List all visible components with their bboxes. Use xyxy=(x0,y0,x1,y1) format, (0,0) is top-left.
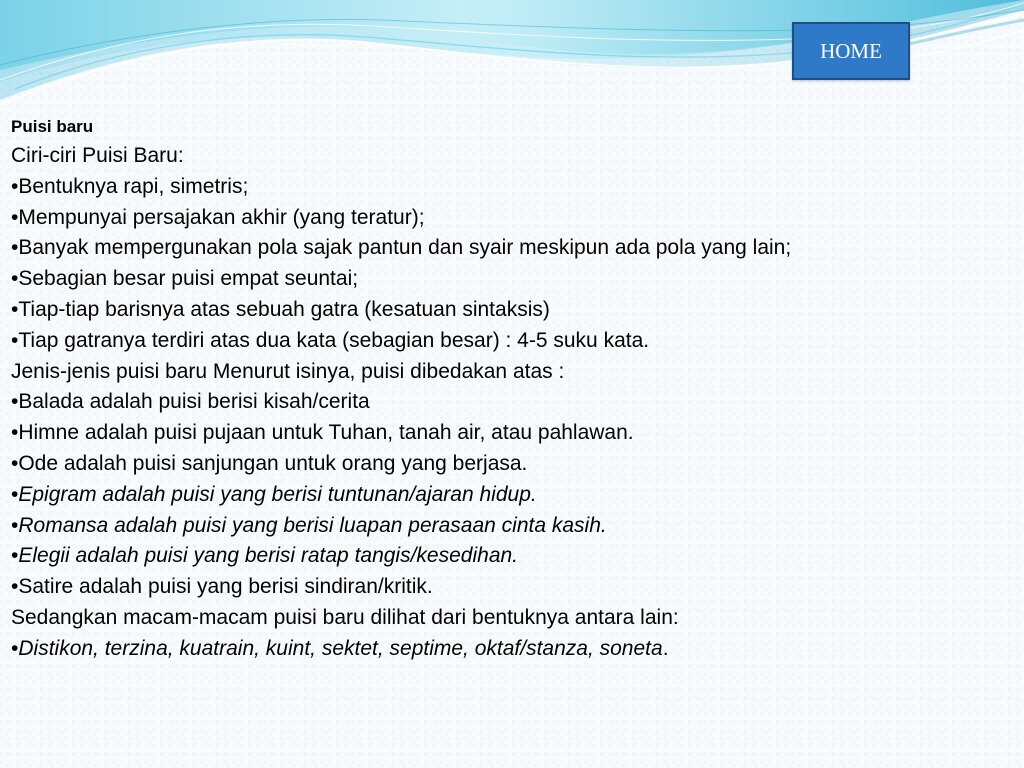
list-item: •Bentuknya rapi, simetris; xyxy=(11,174,249,198)
bullet: • xyxy=(11,544,19,568)
bullet: • xyxy=(11,513,19,537)
list-item xyxy=(11,511,1011,542)
text-line-forms-heading: Sedangkan macam-macam puisi baru dilihat dari bentuknya antara lain: xyxy=(11,605,679,629)
home-button-label: HOME xyxy=(820,38,882,63)
list-item: •Balada adalah puisi berisi kisah/cerita xyxy=(11,390,370,414)
list-item: •Mempunyai persajakan akhir (yang teratur); xyxy=(11,205,425,229)
list-item: •Sebagian besar puisi empat seuntai; xyxy=(11,267,359,291)
italic-list-text: Distikon, terzina, kuatrain, kuint, sektet, septime, oktaf/stanza, soneta xyxy=(18,636,663,660)
list-item: •Banyak mempergunakan pola sajak pantun dan syair meskipun ada pola yang lain; xyxy=(11,236,792,260)
list-item: •Ode adalah puisi sanjungan untuk orang yang berjasa. xyxy=(11,451,528,475)
list-item: •Himne adalah puisi pujaan untuk Tuhan, tanah air, atau pahlawan. xyxy=(11,421,634,445)
italic-list-text: Elegii adalah puisi yang berisi ratap tangis/kesedihan. xyxy=(18,544,519,568)
slide-content xyxy=(11,113,1011,665)
italic-list-text: Romansa adalah puisi yang berisi luapan perasaan cinta kasih. xyxy=(18,513,607,537)
list-item xyxy=(11,634,1011,665)
trailing-period: . xyxy=(662,636,669,660)
page-title: Puisi baru xyxy=(11,117,94,136)
bullet: • xyxy=(11,482,19,506)
list-item: •Satire adalah puisi yang berisi sindiran/kritik. xyxy=(11,575,433,599)
text-line-types-heading: Jenis-jenis puisi baru Menurut isinya, puisi dibedakan atas : xyxy=(11,359,565,383)
bullet: • xyxy=(11,636,19,660)
text-line-characteristics-heading: Ciri-ciri Puisi Baru: xyxy=(11,144,184,167)
list-item xyxy=(11,541,1011,572)
list-item xyxy=(11,480,1011,511)
italic-list-text: Epigram adalah puisi yang berisi tuntunan/ajaran hidup. xyxy=(18,482,537,506)
list-item: •Tiap-tiap barisnya atas sebuah gatra (kesatuan sintaksis) xyxy=(11,297,550,321)
home-button[interactable] xyxy=(792,22,910,80)
list-item: •Tiap gatranya terdiri atas dua kata (sebagian besar) : 4-5 suku kata. xyxy=(11,328,650,352)
